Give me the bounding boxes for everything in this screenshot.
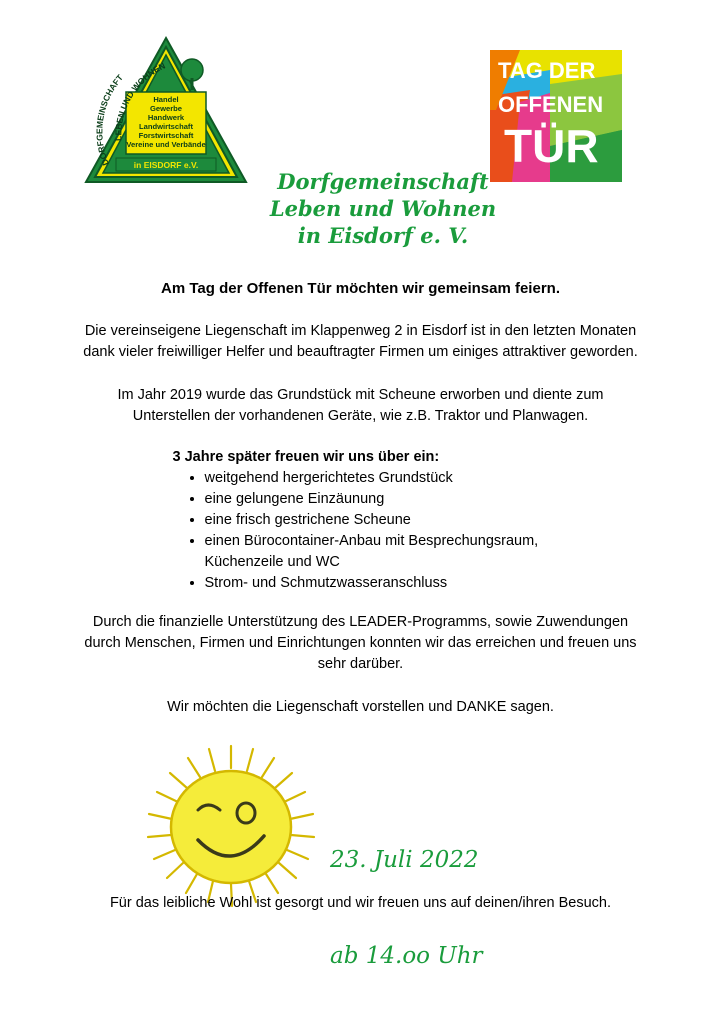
svg-text:Landwirtschaft: Landwirtschaft bbox=[138, 122, 194, 131]
association-logo bbox=[82, 34, 250, 186]
society-title-line-2: Leben und Wohnen bbox=[269, 196, 497, 221]
svg-text:OFFENEN: OFFENEN bbox=[498, 92, 604, 117]
svg-text:TAG DER: TAG DER bbox=[498, 58, 596, 83]
content-section bbox=[0, 280, 721, 969]
paragraph-3: Durch die finanzielle Unterstützung des LEADER-Programms, sowie Zuwendungen durch Menschen, Firmen und Einrichtungen konnten wir das erreichen und freuen uns sehr darüber. bbox=[84, 614, 637, 672]
svg-text:in EISDORF e.V.: in EISDORF e.V. bbox=[133, 160, 199, 170]
footer-note: Für das leibliche Wohl ist gesorgt und wir freuen uns auf deinen/ihren Besuch. bbox=[109, 895, 612, 911]
event-row bbox=[0, 740, 721, 969]
smiling-sun-icon bbox=[136, 740, 326, 912]
svg-text:Vereine und Verbände: Vereine und Verbände bbox=[126, 140, 206, 149]
svg-text:TÜR: TÜR bbox=[504, 120, 599, 172]
paragraph-4: Wir möchten die Liegenschaft vorstellen und DANKE sagen. bbox=[167, 699, 554, 715]
svg-text:Gewerbe: Gewerbe bbox=[149, 104, 183, 113]
list-item: • eine gelungene Einzäunung bbox=[205, 489, 561, 510]
open-day-logo bbox=[488, 48, 628, 188]
achievements-title: 3 Jahre später freuen wir uns über ein: bbox=[172, 449, 440, 465]
svg-text:Forstwirtschaft: Forstwirtschaft bbox=[138, 131, 194, 140]
paragraph-2: Im Jahr 2019 wurde das Grundstück mit Scheune erworben und diente zum Unterstellen der vorhandenen Geräte, wie z.B. Traktor und Planwagen. bbox=[117, 387, 604, 424]
society-title bbox=[238, 168, 528, 249]
event-date-line-1: 23. Juli 2022 bbox=[330, 847, 479, 873]
lead-text: Am Tag der Offenen Tür möchten wir gemeinsam feiern. bbox=[161, 280, 560, 297]
svg-text:LEBEN UND WOHNEN: LEBEN UND WOHNEN bbox=[113, 60, 167, 142]
list-item: • Strom- und Schmutzwasseranschluss bbox=[205, 573, 561, 594]
paragraph-1: Die vereinseigene Liegenschaft im Klappenweg 2 in Eisdorf ist in den letzten Monaten dank vieler freiwilliger Helfer und beauftragter Firmen um einiges attraktiver geworden. bbox=[83, 323, 638, 360]
list-item: • weitgehend hergerichtetes Grundstück bbox=[205, 468, 561, 489]
list-item: • einen Bürocontainer-Anbau mit Besprechungsraum, Küchenzeile und WC bbox=[205, 531, 561, 573]
society-title-line-1: Dorfgemeinschaft bbox=[277, 169, 489, 194]
svg-text:Handel: Handel bbox=[153, 95, 179, 104]
achievements-block bbox=[161, 449, 561, 594]
society-title-line-3: in Eisdorf e. V. bbox=[297, 223, 469, 248]
svg-text:Handwerk: Handwerk bbox=[147, 113, 185, 122]
achievements-list bbox=[161, 468, 561, 594]
list-item: • eine frisch gestrichene Scheune bbox=[205, 510, 561, 531]
header-section bbox=[0, 0, 721, 270]
svg-text:DORFGEMEINSCHAFT: DORFGEMEINSCHAFT bbox=[94, 72, 125, 167]
event-time-line: ab 14.oo Uhr bbox=[330, 943, 483, 969]
